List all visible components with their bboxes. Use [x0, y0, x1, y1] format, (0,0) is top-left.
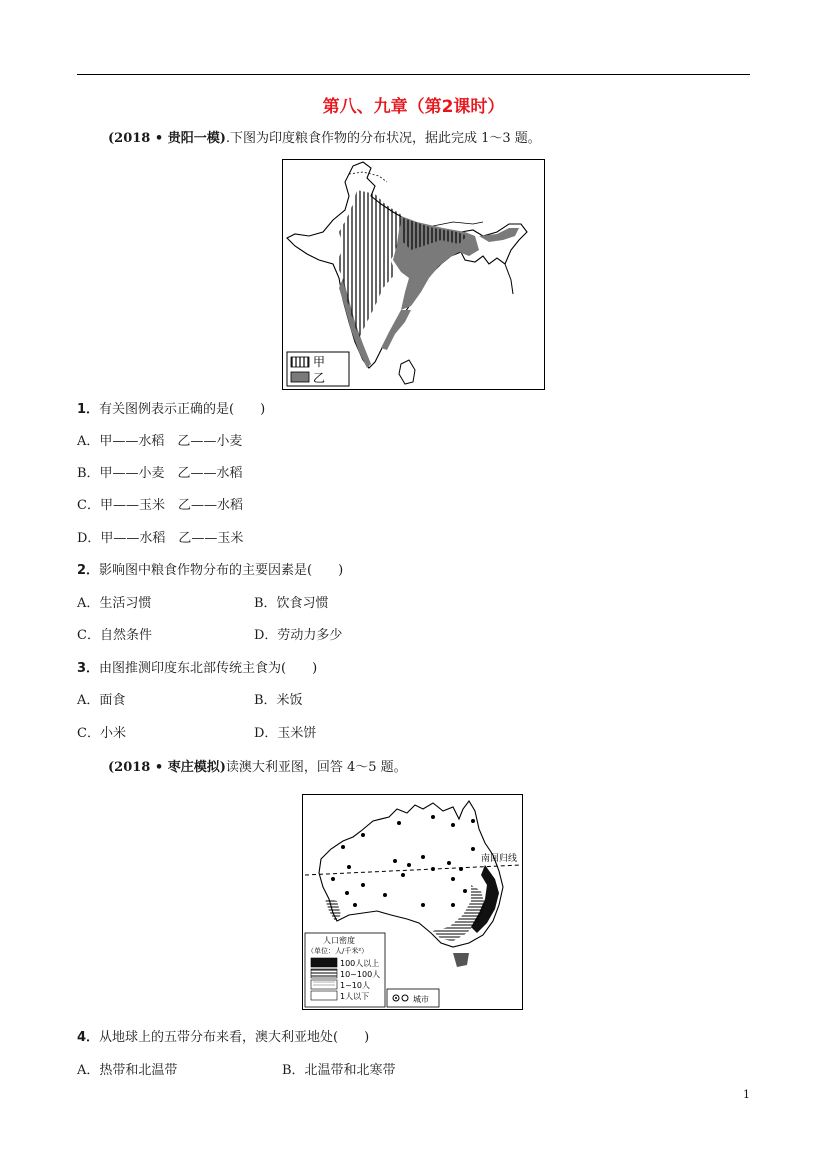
question-3: [77, 661, 317, 677]
india-crop-map: [282, 159, 545, 390]
legend-wheat-swatch: [291, 357, 309, 367]
question-4: [77, 1030, 369, 1046]
q3-option-a[interactable]: A．面食: [77, 693, 126, 708]
legend-jia-label: 甲: [313, 355, 326, 369]
intro-1: [108, 131, 541, 147]
page-title: 第八、九章（第2课时）: [322, 97, 505, 117]
q4-option-b[interactable]: B．北温带和北寒带: [282, 1063, 396, 1078]
q2-option-a[interactable]: A．生活习惯: [77, 596, 152, 611]
intro-2-text: 读澳大利亚图，回答 4～5 题。: [225, 760, 407, 775]
legend-swatch-below1: [311, 991, 337, 1000]
myanmar-coast: [505, 264, 513, 294]
legend-item-3: 1~10人: [340, 981, 370, 990]
q1-option-a[interactable]: A．甲——水稻 乙——小麦: [77, 434, 243, 449]
legend-swatch-10-100: [311, 969, 337, 978]
australia-map-svg: [303, 795, 522, 1009]
intro-2: [108, 760, 407, 776]
legend-yi-label: 乙: [313, 371, 326, 385]
sri-lanka: [399, 360, 415, 384]
question-4-stem: 从地球上的五带分布来看，澳大利亚地处( ): [99, 1030, 370, 1045]
intro-1-source: (2018 • 贵阳一模): [108, 131, 226, 146]
legend-item-4: 1人以下: [340, 992, 370, 1001]
q2-option-b[interactable]: B．饮食习惯: [254, 596, 329, 611]
header-rule: [77, 74, 750, 75]
tasmania: [453, 953, 469, 967]
question-1-stem: 有关图例表示正确的是( ): [99, 402, 266, 417]
intro-2-source: (2018 • 枣庄模拟): [108, 760, 226, 775]
question-3-stem: 由图推测印度东北部传统主食为( ): [99, 661, 318, 676]
page-number: 1: [743, 1088, 750, 1101]
city-legend-label: 城市: [413, 995, 429, 1004]
legend-title: 人口密度: [323, 936, 355, 945]
question-4-num: 4．: [77, 1030, 100, 1045]
question-2-num: 2．: [77, 563, 100, 578]
tropic-label: 南回归线: [481, 854, 518, 864]
legend-unit: （单位：人/千米²）: [307, 947, 369, 955]
legend-item-2: 10~100人: [340, 970, 381, 979]
question-2-stem: 影响图中粮食作物分布的主要因素是( ): [99, 563, 344, 578]
intro-1-text: .下图为印度粮食作物的分布状况，据此完成 1～3 题。: [225, 131, 541, 146]
q1-option-d[interactable]: D．甲——水稻 乙——玉米: [77, 531, 244, 546]
q3-option-b[interactable]: B．米饭: [254, 693, 303, 708]
australia-population-map: [302, 794, 523, 1010]
question-1-num: 1．: [77, 402, 100, 417]
legend-swatch-100plus: [311, 958, 337, 967]
q3-option-c[interactable]: C．小米: [77, 726, 126, 741]
question-1: [77, 402, 265, 418]
q2-option-c[interactable]: C．自然条件: [77, 628, 152, 643]
q1-option-b[interactable]: B．甲——小麦 乙——水稻: [77, 466, 243, 481]
q2-option-d[interactable]: D．劳动力多少: [254, 628, 343, 643]
legend-item-1: 100人以上: [340, 959, 380, 968]
legend-swatch-1-10: [311, 980, 337, 989]
q3-option-d[interactable]: D．玉米饼: [254, 726, 317, 741]
q1-option-c[interactable]: C．甲——玉米 乙——水稻: [77, 498, 243, 513]
q4-option-a[interactable]: A．热带和北温带: [77, 1063, 178, 1078]
question-3-num: 3．: [77, 661, 100, 676]
india-map-svg: [283, 160, 544, 389]
question-2: [77, 563, 343, 579]
legend-rice-swatch: [291, 372, 309, 382]
nepal-border: [433, 222, 483, 226]
